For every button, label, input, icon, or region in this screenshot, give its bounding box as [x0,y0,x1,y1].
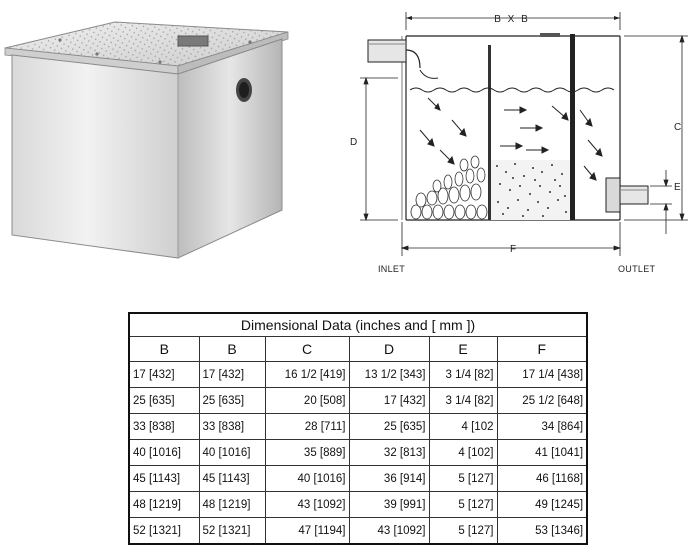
table-cell: 3 1/4 [82] [429,388,497,414]
table-cell: 39 [991] [349,492,429,518]
column-header: D [349,337,429,362]
table-cell: 25 [635] [129,388,199,414]
lid-bolt [158,60,161,63]
table-cell: 16 1/2 [419] [265,362,349,388]
table-cell: 41 [1041] [497,440,587,466]
column-header: B [199,337,265,362]
table-row [129,440,587,466]
cross-section-diagram [340,0,700,290]
outlet-label: OUTLET [618,264,656,274]
table-cell: 4 [102 [429,414,497,440]
table-cell: 33 [838] [199,414,265,440]
table-cell: 5 [127] [429,466,497,492]
lid-bolt [95,52,98,55]
column-header: B [129,337,199,362]
table-cell: 25 [635] [199,388,265,414]
lid-plate [540,33,560,37]
dim-label-d: D [350,137,358,148]
fine-sediment [491,160,570,220]
dimension-e [650,170,672,234]
table-cell: 45 [1143] [199,466,265,492]
table-cell: 28 [711] [265,414,349,440]
header-row [129,337,587,362]
baffle-2 [570,34,575,220]
table-cell: 5 [127] [429,492,497,518]
inlet-pipe [368,40,420,68]
vent-grate [178,36,208,46]
table-cell: 4 [102] [429,440,497,466]
table-cell: 47 [1194] [265,518,349,545]
settled-solids [411,156,487,219]
table-cell: 13 1/2 [343] [349,362,429,388]
table-cell: 20 [508] [265,388,349,414]
dim-label-bxb: B X B [494,14,530,25]
dimensional-data-table [128,312,588,545]
column-header: C [265,337,349,362]
table-cell: 43 [1092] [265,492,349,518]
table-row [129,414,587,440]
table-cell: 17 [432] [349,388,429,414]
lid-bolt [58,38,61,41]
dimension-d [360,78,398,220]
table-cell: 5 [127] [429,518,497,545]
table-title: Dimensional Data (inches and [ mm ]) [129,313,587,337]
table-cell: 40 [1016] [199,440,265,466]
table-cell: 25 [635] [349,414,429,440]
table-cell: 17 [432] [199,362,265,388]
interceptor-product-photo [0,10,300,260]
table-cell: 35 [889] [265,440,349,466]
table-cell: 25 1/2 [648] [497,388,587,414]
dim-label-f: F [510,244,517,255]
table-cell: 3 1/4 [82] [429,362,497,388]
side-face [178,39,282,258]
table-row [129,362,587,388]
front-face [12,55,178,258]
table-cell: 36 [914] [349,466,429,492]
table-cell: 45 [1143] [129,466,199,492]
inlet-label: INLET [378,264,406,274]
table-cell: 33 [838] [129,414,199,440]
table-cell: 46 [1168] [497,466,587,492]
table-row [129,492,587,518]
table-cell: 49 [1245] [497,492,587,518]
lid-bolt [248,40,251,43]
table-cell: 53 [1346] [497,518,587,545]
table-cell: 52 [1321] [129,518,199,545]
dim-label-e: E [674,182,681,193]
outlet-pipe [606,178,648,212]
side-port-icon [236,78,252,102]
table-cell: 17 [432] [129,362,199,388]
table-row [129,518,587,545]
column-header: E [429,337,497,362]
table-cell: 52 [1321] [199,518,265,545]
column-header: F [497,337,587,362]
table-cell: 32 [813] [349,440,429,466]
baffle-1 [488,45,491,220]
table-cell: 48 [1219] [199,492,265,518]
table-cell: 17 1/4 [438] [497,362,587,388]
table-row [129,466,587,492]
dim-label-c: C [674,122,682,133]
table-row [129,388,587,414]
table-cell: 34 [864] [497,414,587,440]
table-cell: 40 [1016] [265,466,349,492]
table-cell: 40 [1016] [129,440,199,466]
table-cell: 43 [1092] [349,518,429,545]
water-surface [410,88,614,92]
table-cell: 48 [1219] [129,492,199,518]
